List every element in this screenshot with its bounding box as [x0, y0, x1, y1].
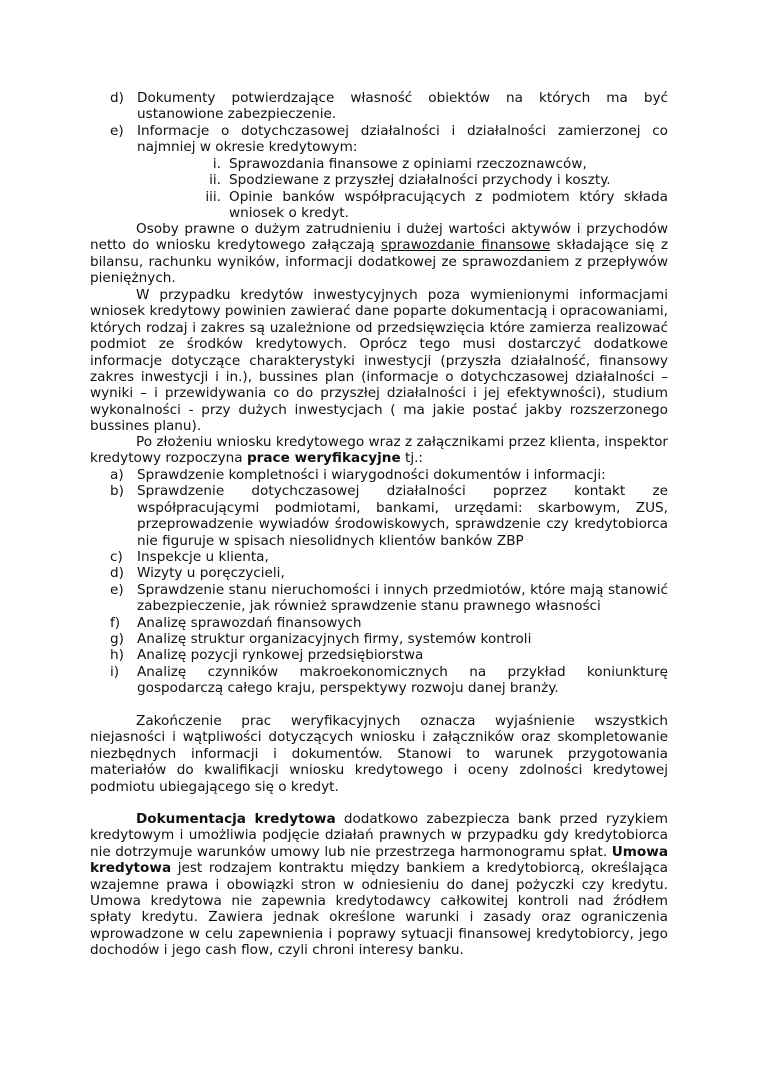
list-marker: i) [110, 663, 120, 680]
verification-list [0, 467, 760, 697]
paragraph-verification-intro [0, 434, 760, 467]
list-item [0, 615, 760, 631]
paragraph-financial-statement [0, 221, 760, 287]
list-item [0, 631, 760, 647]
list-item [0, 565, 760, 581]
list-item-text: Opinie banków współpracujących z podmiotem który składa wniosek o kredyt. [229, 188, 668, 222]
list-marker: g) [110, 631, 124, 648]
list-item [0, 90, 760, 123]
list-item-text: Analizę pozycji rynkowej przedsiębiorstwa [137, 647, 424, 664]
list-item [0, 189, 760, 222]
paragraph-investment-credits [0, 287, 760, 435]
list-item-text: Analizę czynników makroekonomicznych na przykład koniunkturę gospodarczą całego kraju, perspektywy rozwoju danej branży. [137, 663, 668, 697]
list-item-text: Sprawdzenie kompletności i wiarygodności dokumentów i informacji: [137, 467, 606, 483]
list-item [0, 123, 760, 156]
list-item-text: Sprawdzenie dotychczasowej działalności poprzez kontakt ze współpracującymi podmiotami, bankami, urzędami: skarbowym, ZUS, przeprowadzenie wywiadów środowiskowych, sprawdzenie czy kredytobiorca nie figuruje w spisach niesolidnych klientów banków ZBP [137, 483, 668, 549]
list-marker: f) [110, 614, 121, 631]
list-item [0, 483, 760, 549]
top-list [0, 90, 760, 156]
list-item-text: Dokumenty potwierdzające własność obiektów na których ma być ustanowione zabezpieczenie. [137, 90, 668, 123]
paragraph-text: Po złożeniu wniosku kredytowego wraz z załącznikami przez klienta, inspektor kredytowy rozpoczyna prace weryfikacyjne tj.: [90, 434, 668, 467]
list-item-text: Sprawdzenie stanu nieruchomości i innych przedmiotów, które mają stanowić zabezpieczenie, jak również sprawdzenie stanu prawnego własności [137, 581, 668, 615]
list-item-text: Analizę sprawozdań finansowych [137, 614, 362, 631]
list-marker: d) [110, 565, 124, 582]
list-marker: h) [110, 647, 124, 664]
credit-documentation-term: Dokumentacja kredytowa [136, 811, 336, 827]
list-item [0, 582, 760, 615]
list-item-text: Analizę struktur organizacyjnych firmy, systemów kontroli [137, 631, 532, 648]
financial-statement-link[interactable]: sprawozdanie finansowe [380, 237, 551, 254]
list-marker: ii. [209, 172, 221, 189]
paragraph-text: W przypadku kredytów inwestycyjnych poza wymienionymi informacjami wniosek kredytowy powinien zawierać dane poparte dokumentacją i opracowaniami, których rodzaj i zakres są uzależnione od przedsięwzięcia które zamierza realizować podmiot ze środków kredytowych. Oprócz tego musi dostarczyć dodatkowe informacje dotyczące charakterystyki inwestycji (przyszła działalność, finansowy zakres inwestycji i in.), bussines plan (informacje o dotychczasowej działalności – wyniki – i przewidywania co do przyszłej działalności i jej efektywności), studium wykonalności - przy dużych inwestycjach ( ma jakie postać jakby rozszerzonego bussines planu). [90, 287, 668, 435]
paragraph-text: Osoby prawne o dużym zatrudnieniu i dużej wartości aktywów i przychodów netto do wniosku kredytowego załączają sprawozdanie finansowe składające się z bilansu, rachunku wyników, informacji dodatkowej ze sprawozdaniem z przepływów pieniężnych. [90, 221, 668, 287]
list-item-text: Inspekcje u klienta, [137, 549, 269, 566]
list-marker: e) [110, 581, 124, 598]
verification-term: prace weryfikacyjne [246, 450, 401, 467]
paragraph-text: Dokumentacja kredytowa dodatkowo zabezpiecza bank przed ryzykiem kredytowym i umożliwia podjęcie działań prawnych w przypadku gdy kredytobiorca nie dotrzymuje warunków umowy lub nie przestrzega harmonogramu spłat. Umowa kredytowa jest rodzajem kontraktu między bankiem a kredytobiorcą, określająca wzajemne prawa i obowiązki stron w odniesieniu do danej pożyczki czy kredytu. Umowa kredytowa nie zapewnia kredytodawcy całkowitej kontroli nad źródłem spłaty kredytu. Zawiera jednak określone warunki i zasady oraz ograniczenia wprowadzone w celu zapewnienia i poprawy sytuacji finansowej kredytobiorcy, jego dochodów i jego cash flow, czyli chroni interesy banku. [90, 811, 669, 959]
list-marker: b) [110, 483, 124, 500]
list-marker: a) [110, 467, 124, 483]
list-marker: i. [212, 156, 221, 172]
list-item-text: Sprawozdania finansowe z opiniami rzeczoznawców, [229, 156, 587, 172]
sub-list [0, 156, 760, 222]
list-marker: e) [110, 122, 124, 139]
paragraph-text: Zakończenie prac weryfikacyjnych oznacza wyjaśnienie wszystkich niejasności i wątpliwości dotyczących wniosku i załączników oraz skompletowanie niezbędnych informacji i dokumentów. Stanowi to warunek przygotowania materiałów do kwalifikacji wniosku kredytowego i oceny zdolności kredytowej podmiotu ubiegającego się o kredyt. [90, 713, 668, 795]
list-item-text: Spodziewane z przyszłej działalności przychody i koszty. [229, 172, 611, 189]
list-marker: d) [110, 90, 124, 106]
list-item [0, 172, 760, 188]
list-item [0, 647, 760, 663]
list-marker: c) [110, 549, 123, 566]
credit-agreement-term: Umowa kredytowa [90, 843, 668, 877]
list-marker: iii. [205, 188, 221, 205]
list-item-text: Wizyty u poręczycieli, [137, 565, 285, 582]
paragraph-credit-documentation [0, 811, 760, 959]
list-item-text: Informacje o dotychczasowej działalności i działalności zamierzonej co najmniej w okresie kredytowym: [137, 122, 668, 156]
list-item [0, 664, 760, 697]
list-item [0, 156, 760, 172]
list-item [0, 549, 760, 565]
list-item [0, 467, 760, 483]
paragraph-verification-end [0, 713, 760, 795]
